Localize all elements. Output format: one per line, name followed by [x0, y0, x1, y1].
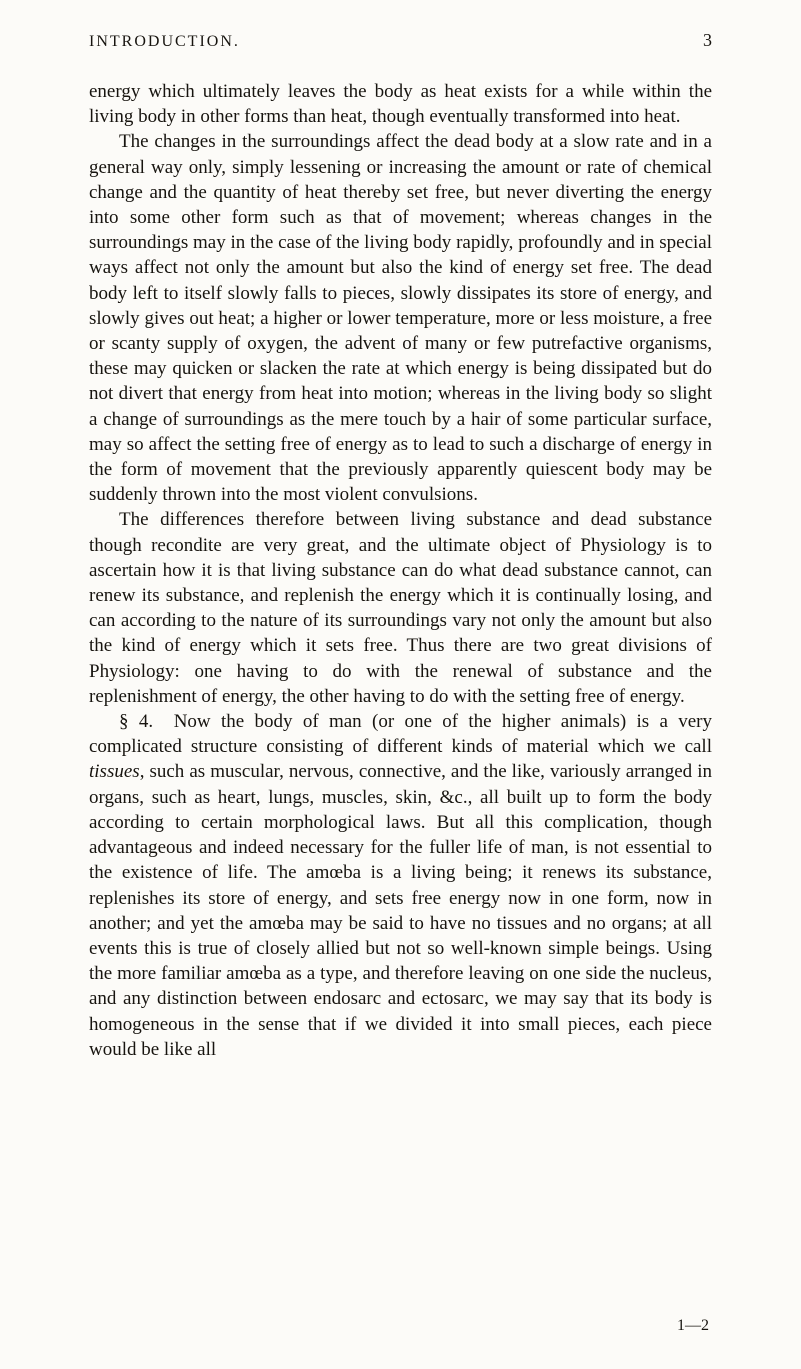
page-header — [89, 30, 712, 51]
page-number: 3 — [703, 30, 712, 50]
paragraph: The changes in the surroundings affect the dead body at a slow rate and in a general way only, simply lessening or increasing the amount or rate of chemical change and the quantity of heat thereby set free, but never diverting the energy into some other form such as that of movement; whereas changes in the surroundings may in the case of the living body rapidly, profoundly and in special ways affect not only the amount but also the kind of energy set free. The dead body left to itself slowly falls to pieces, slowly dissipates its store of energy, and slowly gives out heat; a higher or lower temperature, more or less moisture, a free or scanty supply of oxygen, the advent of many or few putrefactive organisms, these may quicken or slacken the rate at which energy is being dissipated but do not divert that energy from heat into motion; whereas in the living body so slight a change of surroundings as the mere touch by a hair of some particular surface, may so affect the setting free of energy as to lead to such a discharge of energy in the form of movement that the previously apparently quiescent body may be suddenly thrown into the most violent convulsions. — [89, 131, 712, 506]
paragraph-segment: , such as muscular, nervous, connective, and the like, variously arranged in organs, such as heart, lungs, muscles, skin, &c., all built up to form the body according to certain morphological laws. But all this complication, though advantageous and indeed necessary for the fuller life of man, is not essential to the existence of life. The amœba is a living being; it renews its substance, replenishes its store of energy, and sets free energy now in one form, now in another; and yet the amœba may be said to have no tissues and no organs; at all events this is true of closely allied but not so well-known simple beings. Using the more familiar amœba as a type, and therefore leaving on one side the nucleus, and any distinction between endosarc and ectosarc, we may say that its body is homogeneous in the sense that if we divided it into small pieces, each piece would be like all — [89, 761, 712, 1060]
text-block — [89, 79, 712, 1062]
paragraph-section-4 — [89, 709, 712, 1062]
paragraph: The differences therefore between living substance and dead substance though recondite are very great, and the ultimate object of Physiology is to ascertain how it is that living substance can do what dead substance cannot, can renew its substance, and replenish the energy which it is continually losing, and can according to the nature of its surroundings vary not only the amount but also the kind of energy which it sets free. Thus there are two great divisions of Physiology: one having to do with the renewal of substance and the replenishment of energy, the other having to do with the setting free of energy. — [89, 509, 712, 707]
italic-term-tissues: tissues — [89, 761, 140, 783]
printers-signature: 1—2 — [677, 1317, 709, 1334]
paragraph-segment: § 4. Now the body of man (or one of the higher animals) is a very complicated structure consisting of different kinds of material which we call — [89, 711, 712, 758]
running-title: INTRODUCTION. — [89, 33, 240, 50]
paragraph-continuation: energy which ultimately leaves the body as heat exists for a while within the living body in other forms than heat, though eventually transformed into heat. — [89, 81, 712, 128]
page-footer — [677, 1317, 709, 1335]
